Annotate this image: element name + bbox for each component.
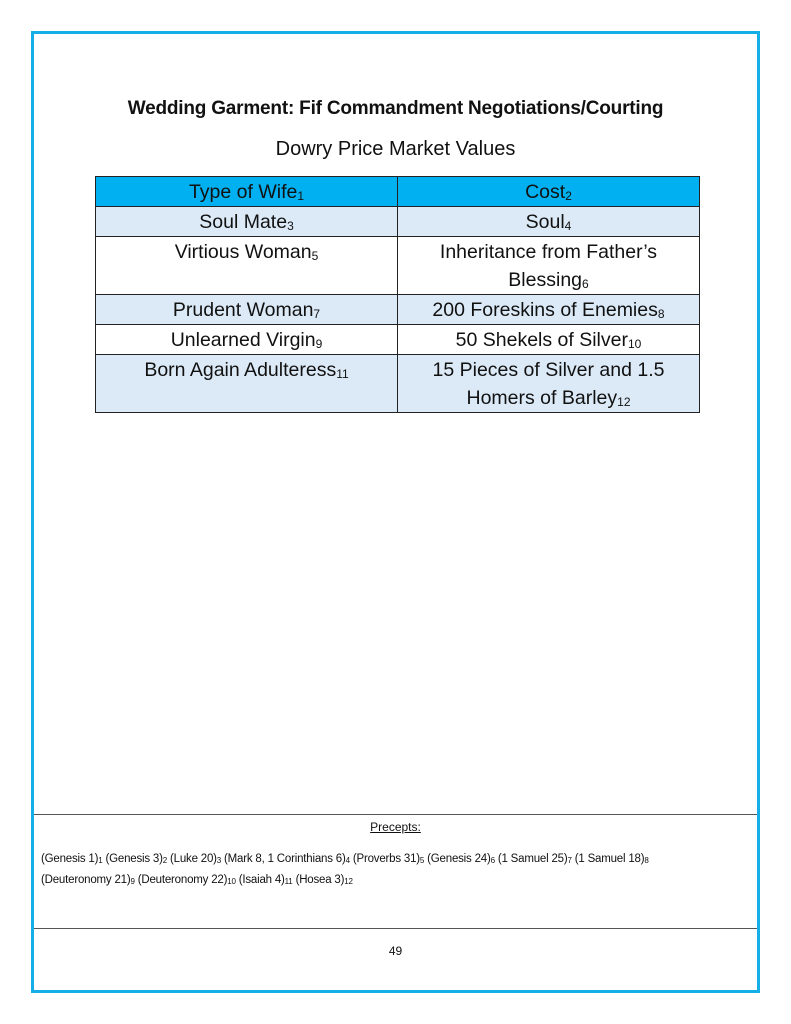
table-header-row: [96, 177, 700, 207]
ref-text: (Hosea 3): [295, 874, 345, 886]
precept-ref: [41, 874, 135, 886]
header-cell-type-of-wife: [96, 177, 398, 207]
cost-cell: [398, 207, 700, 237]
table-row: [96, 207, 700, 237]
footnote-marker: 12: [344, 877, 353, 886]
ref-text: (Isaiah 4): [238, 874, 285, 886]
footnote-marker: 2: [162, 856, 167, 865]
footnote-marker: 5: [419, 856, 425, 865]
table-caption: Dowry Price Market Values: [275, 138, 516, 160]
cell-text: Born Again Adulteress: [144, 359, 337, 381]
wife-type-cell: [96, 207, 398, 237]
header-label: Cost: [525, 181, 566, 203]
cell-text: Soul: [525, 211, 565, 233]
footnote-marker: 9: [130, 877, 135, 886]
precept-ref: [353, 853, 424, 865]
footnote-marker: 10: [627, 337, 642, 351]
precept-ref: [498, 853, 572, 865]
footer-divider-bottom: [34, 928, 757, 929]
footnote-marker: 8: [657, 307, 665, 321]
cell-text: Soul Mate: [199, 211, 288, 233]
footer-divider-top: [34, 814, 757, 815]
table-row: [96, 325, 700, 355]
header-cell-cost: [398, 177, 700, 207]
ref-text: (Genesis 1): [41, 853, 99, 865]
precept-ref: [224, 853, 350, 865]
page-number: 49: [388, 944, 403, 958]
footnote-marker: 3: [287, 219, 294, 233]
wife-type-cell: [96, 237, 398, 295]
ref-text: (Genesis 24): [427, 853, 491, 865]
header-label: Type of Wife: [188, 181, 298, 203]
footnote-marker: 3: [216, 856, 222, 865]
precepts-list: [41, 849, 747, 891]
cell-text: Prudent Woman: [172, 299, 314, 321]
table-row: [96, 237, 700, 295]
dowry-table: [95, 176, 700, 413]
footnote-marker: 4: [345, 856, 350, 865]
footnote-marker: 6: [490, 856, 495, 865]
footnote-marker: 4: [564, 219, 572, 233]
cell-text: Inheritance from Father’s Blessing: [439, 241, 658, 291]
table-row: [96, 295, 700, 325]
cell-text: 15 Pieces of Silver and 1.5 Homers of Barley: [432, 359, 665, 409]
precept-ref: [138, 874, 236, 886]
ref-text: (Genesis 3): [105, 853, 163, 865]
precept-ref: [41, 853, 103, 865]
ref-text: (Mark 8, 1 Corinthians 6): [224, 853, 346, 865]
cost-cell: [398, 355, 700, 413]
precept-ref: [427, 853, 495, 865]
precepts-heading: Precepts:: [370, 820, 421, 834]
footnote-marker: 5: [311, 249, 319, 263]
page-title: Wedding Garment: Fif Commandment Negotiations/Courting: [127, 98, 664, 119]
ref-text: (Deuteronomy 21): [41, 874, 131, 886]
precept-ref: [239, 874, 293, 886]
ref-text: (Deuteronomy 22): [137, 874, 228, 886]
footnote-marker: 1: [297, 189, 305, 203]
cell-text: Virtious Woman: [174, 241, 312, 263]
page-frame: [31, 31, 760, 993]
table-row: [96, 355, 700, 413]
footnote-marker: 10: [227, 877, 236, 886]
precept-ref: [575, 853, 649, 865]
precept-ref: [170, 853, 221, 865]
ref-text: (1 Samuel 25): [497, 853, 568, 865]
footnote-marker: 6: [582, 277, 589, 291]
cell-text: Unlearned Virgin: [170, 329, 316, 351]
footnote-marker: 1: [98, 856, 103, 865]
cost-cell: [398, 325, 700, 355]
footnote-marker: 7: [313, 307, 321, 321]
precept-ref: [106, 853, 168, 865]
cost-cell: [398, 295, 700, 325]
ref-text: (Proverbs 31): [352, 853, 420, 865]
wife-type-cell: [96, 325, 398, 355]
footnote-marker: 7: [567, 856, 572, 865]
cell-text: 200 Foreskins of Enemies: [432, 299, 658, 321]
precept-ref: [296, 874, 353, 886]
wife-type-cell: [96, 295, 398, 325]
wife-type-cell: [96, 355, 398, 413]
footnote-marker: 9: [315, 337, 323, 351]
footnote-marker: 12: [617, 395, 631, 409]
footnote-marker: 11: [284, 877, 293, 886]
ref-text: (Luke 20): [170, 853, 217, 865]
ref-text: (1 Samuel 18): [574, 853, 645, 865]
footnote-marker: 2: [565, 189, 572, 203]
cost-cell: [398, 237, 700, 295]
cell-text: 50 Shekels of Silver: [455, 329, 628, 351]
footnote-marker: 11: [336, 367, 349, 381]
footnote-marker: 8: [644, 856, 649, 865]
